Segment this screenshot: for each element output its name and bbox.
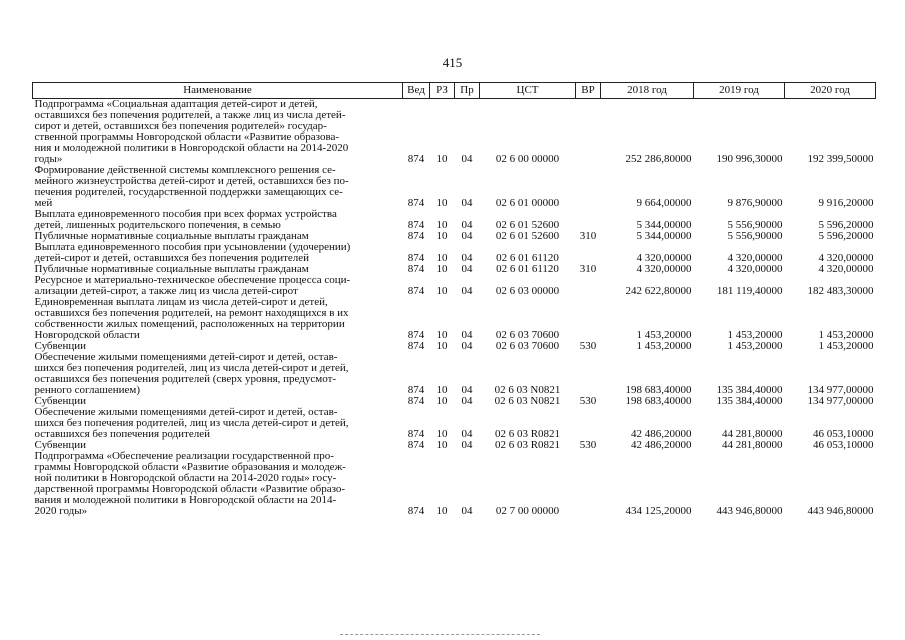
amount-2018-cell: 198 683,40000	[625, 395, 692, 407]
pr-cell: 04	[461, 285, 473, 297]
amount-2020-cell: 9 916,20000	[818, 197, 874, 209]
amount-2020-cell: 46 053,10000	[813, 439, 874, 451]
vr-cell	[576, 165, 601, 209]
amount-2020-cell: 134 977,00000	[807, 384, 874, 396]
amount-2019-cell: 4 320,00000	[727, 263, 783, 275]
vr-cell	[576, 99, 601, 166]
amount-2019-cell: 5 556,90000	[727, 230, 783, 242]
cst-cell: 02 6 03 70600	[495, 340, 560, 352]
amount-2020-cell: 192 399,50000	[807, 153, 874, 165]
amount-2018-cell: 434 125,20000	[625, 505, 692, 517]
ved-cell: 874	[407, 340, 425, 352]
pr-cell: 04	[461, 219, 473, 231]
table-row	[33, 407, 876, 440]
pr-cell: 04	[461, 439, 473, 451]
cst-cell: 02 6 03 00000	[495, 285, 560, 297]
amount-2019-cell: 4 320,00000	[727, 252, 783, 264]
column-header-pr: Пр	[455, 83, 480, 99]
cst-cell: 02 6 01 61120	[496, 252, 559, 264]
amount-2019-cell: 135 384,40000	[716, 384, 783, 396]
amount-2019-cell: 181 119,40000	[716, 285, 783, 297]
ved-cell: 874	[407, 252, 425, 264]
pr-cell: 04	[461, 384, 473, 396]
amount-2020-cell: 443 946,80000	[807, 505, 874, 517]
ved-cell: 874	[407, 219, 425, 231]
amount-2020-cell: 5 596,20000	[818, 230, 874, 242]
cst-cell: 02 6 03 N0821	[494, 384, 561, 396]
cst-cell: 02 6 01 52600	[495, 219, 560, 231]
amount-2020-cell: 134 977,00000	[807, 395, 874, 407]
amount-2020-cell: 182 483,30000	[807, 285, 874, 297]
rz-cell: 10	[436, 230, 448, 242]
amount-2019-cell: 44 281,80000	[722, 439, 783, 451]
ved-cell: 874	[407, 153, 425, 165]
pr-cell: 04	[461, 329, 473, 341]
table-header-row	[33, 83, 876, 99]
amount-2018-cell: 252 286,80000	[625, 153, 692, 165]
table-row	[33, 99, 876, 166]
rz-cell: 10	[436, 219, 448, 231]
cst-cell: 02 6 03 R0821	[494, 439, 561, 451]
rz-cell: 10	[436, 197, 448, 209]
cst-cell: 02 6 01 00000	[495, 197, 560, 209]
amount-2018-cell: 1 453,20000	[636, 340, 692, 352]
cst-cell: 02 6 00 00000	[495, 153, 560, 165]
vr-cell	[576, 242, 601, 264]
pr-cell: 04	[461, 153, 473, 165]
column-header-cst: ЦСТ	[480, 83, 576, 99]
row-name-cell: Субвенции	[34, 340, 87, 352]
amount-2018-cell: 4 320,00000	[636, 252, 692, 264]
row-name-cell: Ресурсное и материально-техническое обеспечение процесса соци- ализации детей-сирот, а также лиц из числа детей-сирот	[34, 274, 351, 297]
row-name-cell: Публичные нормативные социальные выплаты гражданам	[34, 230, 309, 242]
table-row	[33, 275, 876, 297]
row-name-cell: Выплата единовременного пособия при всех формах устройства детей, лишенных родительского попечения, в семью	[34, 208, 337, 231]
ved-cell: 874	[407, 329, 425, 341]
row-name-cell: Подпрограмма «Социальная адаптация детей-сирот и детей, оставшихся без попечения родителей, а также лиц из числа детей- сирот и детей, оставшихся без попечения родителей» государ- ственной программы Новгородской области «Развитие образова- ния и молодежной политики в Новгородской области на 2014-2020 годы»	[34, 98, 349, 165]
budget-table	[32, 82, 876, 517]
vr-cell: 530	[579, 439, 597, 451]
amount-2019-cell: 5 556,90000	[727, 219, 783, 231]
column-header-name: Наименование	[33, 83, 403, 99]
pr-cell: 04	[461, 428, 473, 440]
amount-2019-cell: 443 946,80000	[716, 505, 783, 517]
cst-cell: 02 7 00 00000	[495, 505, 560, 517]
cst-cell: 02 6 03 R0821	[494, 428, 561, 440]
column-header-2019: 2019 год	[694, 83, 785, 99]
amount-2018-cell: 198 683,40000	[625, 384, 692, 396]
vr-cell	[576, 209, 601, 231]
rz-cell: 10	[436, 252, 448, 264]
ved-cell: 874	[407, 384, 425, 396]
amount-2020-cell: 4 320,00000	[818, 263, 874, 275]
rz-cell: 10	[436, 340, 448, 352]
vr-cell: 310	[579, 230, 597, 242]
amount-2018-cell: 242 622,80000	[625, 285, 692, 297]
ved-cell: 874	[407, 395, 425, 407]
pr-cell: 04	[461, 340, 473, 352]
table-row	[33, 451, 876, 517]
table-row	[33, 352, 876, 396]
page-number: 415	[442, 55, 463, 70]
pr-cell: 04	[461, 230, 473, 242]
row-name-cell: Обеспечение жилыми помещениями детей-сирот и детей, остав- шихся без попечения родителей, лиц из числа детей-сирот и детей, оставшихся без попечения родителей	[34, 406, 349, 440]
rz-cell: 10	[436, 384, 448, 396]
table-row	[33, 209, 876, 231]
rz-cell: 10	[436, 263, 448, 275]
rz-cell: 10	[436, 329, 448, 341]
rz-cell: 10	[436, 439, 448, 451]
pr-cell: 04	[461, 252, 473, 264]
rz-cell: 10	[436, 395, 448, 407]
cst-cell: 02 6 01 61120	[496, 263, 559, 275]
vr-cell: 530	[579, 340, 597, 352]
row-name-cell: Выплата единовременного пособия при усыновлении (удочерении) детей-сирот и детей, оставшихся без попечения родителей	[34, 241, 351, 264]
pr-cell: 04	[461, 263, 473, 275]
amount-2019-cell: 9 876,90000	[727, 197, 783, 209]
table-row	[33, 165, 876, 209]
amount-2018-cell: 5 344,00000	[636, 230, 692, 242]
page-edge-artifact	[340, 634, 540, 637]
table-row	[33, 297, 876, 341]
amount-2018-cell: 4 320,00000	[636, 263, 692, 275]
vr-cell	[576, 407, 601, 440]
amount-2019-cell: 44 281,80000	[722, 428, 783, 440]
ved-cell: 874	[407, 263, 425, 275]
column-header-ved: Вед	[403, 83, 430, 99]
row-name-cell: Субвенции	[34, 439, 87, 451]
amount-2018-cell: 9 664,00000	[636, 197, 692, 209]
vr-cell	[576, 451, 601, 517]
cst-cell: 02 6 03 N0821	[494, 395, 561, 407]
amount-2020-cell: 4 320,00000	[818, 252, 874, 264]
cst-cell: 02 6 03 70600	[495, 329, 560, 341]
vr-cell: 310	[579, 263, 597, 275]
row-name-cell: Единовременная выплата лицам из числа детей-сирот и детей, оставшихся без попечения родителей, на ремонт находящихся в их собственности жилых помещений, расположенных на территории Новгородской области	[34, 296, 349, 341]
rz-cell: 10	[436, 285, 448, 297]
amount-2019-cell: 135 384,40000	[716, 395, 783, 407]
column-header-2018: 2018 год	[601, 83, 694, 99]
amount-2019-cell: 190 996,30000	[716, 153, 783, 165]
table-row	[33, 242, 876, 264]
pr-cell: 04	[461, 505, 473, 517]
amount-2018-cell: 42 486,20000	[631, 439, 692, 451]
ved-cell: 874	[407, 197, 425, 209]
amount-2019-cell: 1 453,20000	[727, 329, 783, 341]
amount-2020-cell: 5 596,20000	[818, 219, 874, 231]
amount-2020-cell: 1 453,20000	[818, 329, 874, 341]
ved-cell: 874	[407, 285, 425, 297]
pr-cell: 04	[461, 197, 473, 209]
row-name-cell: Субвенции	[34, 395, 87, 407]
amount-2019-cell: 1 453,20000	[727, 340, 783, 352]
rz-cell: 10	[436, 153, 448, 165]
table-body	[33, 99, 876, 518]
ved-cell: 874	[407, 428, 425, 440]
amount-2020-cell: 1 453,20000	[818, 340, 874, 352]
ved-cell: 874	[407, 505, 425, 517]
row-name-cell: Обеспечение жилыми помещениями детей-сирот и детей, остав- шихся без попечения родителей, лиц из числа детей-сирот и детей, оставшихся без попечения родителей (сверх уровня, предусмот- ренного соглашением)	[34, 351, 349, 396]
cst-cell: 02 6 01 52600	[495, 230, 560, 242]
vr-cell: 530	[579, 395, 597, 407]
rz-cell: 10	[436, 505, 448, 517]
row-name-cell: Формирование действенной системы комплексного решения се- мейного жизнеустройства детей-сирот и детей, оставшихся без по- печения родителей, государственной поддержки замещающих се- мей	[34, 164, 349, 209]
vr-cell	[576, 275, 601, 297]
vr-cell	[576, 352, 601, 396]
vr-cell	[576, 297, 601, 341]
column-header-2020: 2020 год	[785, 83, 876, 99]
row-name-cell: Публичные нормативные социальные выплаты гражданам	[34, 263, 309, 275]
rz-cell: 10	[436, 428, 448, 440]
column-header-rz: РЗ	[430, 83, 455, 99]
ved-cell: 874	[407, 439, 425, 451]
amount-2018-cell: 42 486,20000	[631, 428, 692, 440]
ved-cell: 874	[407, 230, 425, 242]
amount-2018-cell: 5 344,00000	[636, 219, 692, 231]
column-header-vr: ВР	[576, 83, 601, 99]
row-name-cell: Подпрограмма «Обеспечение реализации государственной про- граммы Новгородской области «Развитие образования и молодеж- ной политики в Новгородской области на 2014-2020 годы» госу- дарственной программы Новгородской области «Развитие образо- вания и молодежной политики в Новгородской области на 2014- 2020 годы»	[34, 450, 346, 517]
amount-2020-cell: 46 053,10000	[813, 428, 874, 440]
pr-cell: 04	[461, 395, 473, 407]
amount-2018-cell: 1 453,20000	[636, 329, 692, 341]
